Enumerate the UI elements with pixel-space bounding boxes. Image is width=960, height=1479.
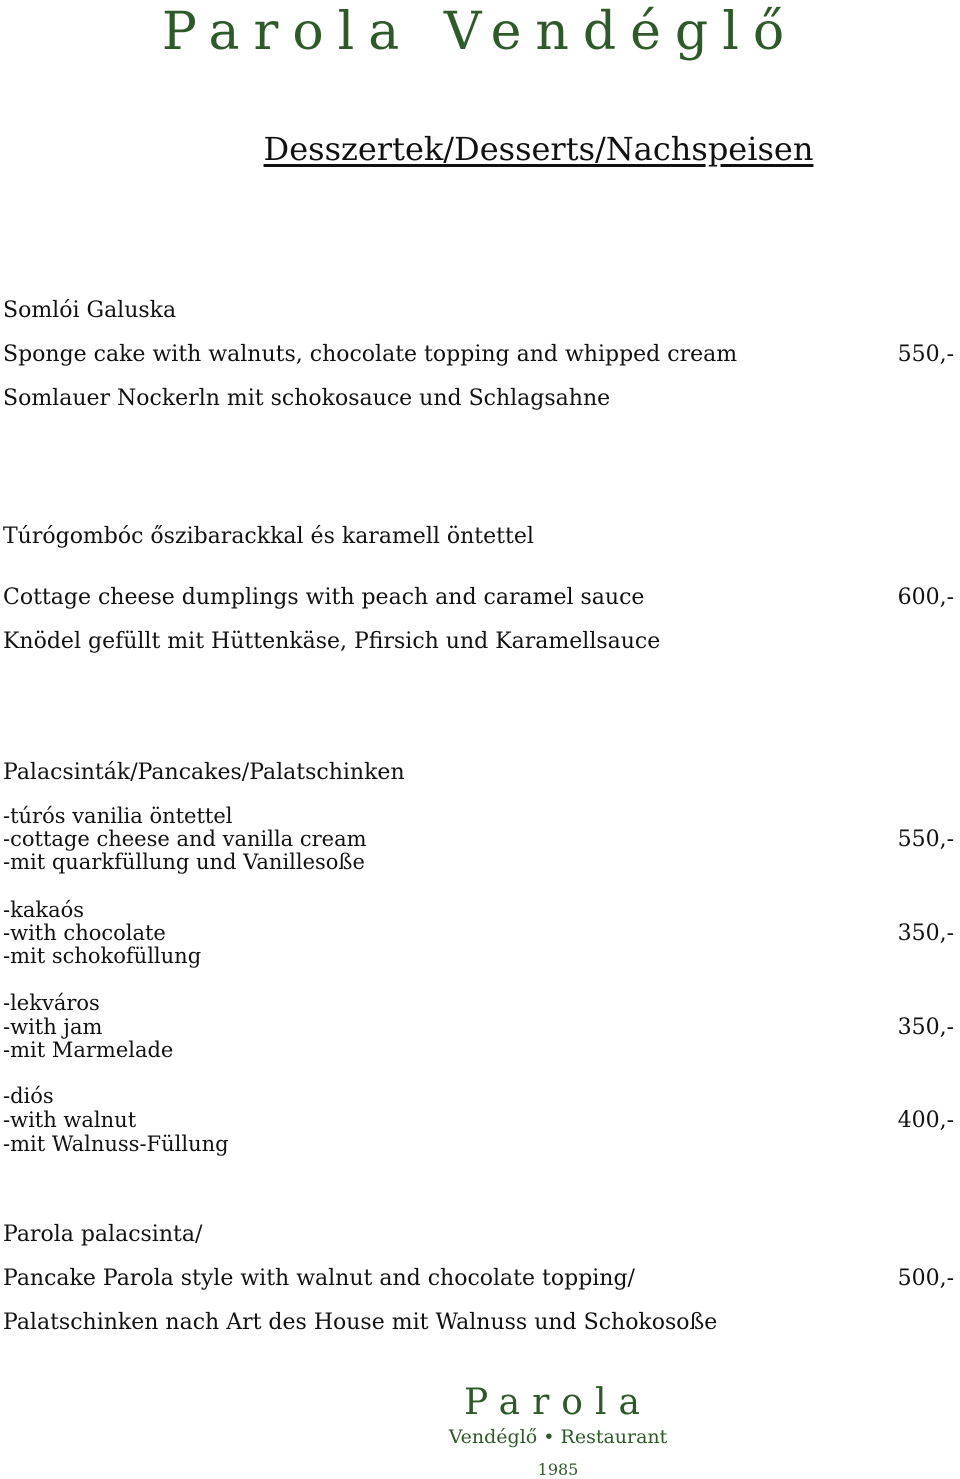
menu-item-turogomboc-hu: Túrógombóc őszibarackkal és karamell öntettel: [3, 524, 534, 549]
pancake-kakaos-en: -with chocolate: [3, 921, 166, 945]
pancake-kakaos-de: -mit schokofüllung: [3, 944, 202, 968]
menu-item-parola-price: 500,-: [897, 1266, 954, 1291]
pancakes-heading: Palacsinták/Pancakes/Palatschinken: [3, 760, 405, 785]
pancake-lekvaros-hu: -lekváros: [3, 991, 100, 1015]
pancake-dios-de: -mit Walnuss-Füllung: [3, 1132, 229, 1156]
menu-item-turogomboc-en: Cottage cheese dumplings with peach and caramel sauce: [3, 585, 645, 610]
menu-item-somloi-de: Somlauer Nockerln mit schokosauce und Schlagsahne: [3, 386, 611, 411]
pancake-turos-en: -cottage cheese and vanilla cream: [3, 827, 367, 851]
section-heading: Desszertek/Desserts/Nachspeisen: [263, 130, 814, 168]
pancake-lekvaros-en: -with jam: [3, 1015, 103, 1039]
menu-item-somloi-price: 550,-: [897, 342, 954, 367]
logo-year: 1985: [537, 1460, 579, 1479]
pancake-dios-hu: -diós: [3, 1084, 54, 1108]
pancake-dios-price: 400,-: [897, 1108, 954, 1133]
logo-subtitle: Vendéglő • Restaurant: [448, 1426, 668, 1448]
pancake-turos-de: -mit quarkfüllung und Vanillesoße: [3, 850, 365, 874]
pancake-dios-en: -with walnut: [3, 1108, 137, 1132]
menu-item-parola-en: Pancake Parola style with walnut and chocolate topping/: [3, 1266, 635, 1291]
pancake-turos-hu: -túrós vanilia öntettel: [3, 804, 233, 828]
restaurant-title: Parola Vendéglő: [161, 2, 799, 62]
pancake-lekvaros-de: -mit Marmelade: [3, 1038, 174, 1062]
pancake-lekvaros-price: 350,-: [897, 1015, 954, 1040]
menu-item-parola-hu: Parola palacsinta/: [3, 1222, 203, 1247]
menu-item-turogomboc-price: 600,-: [897, 585, 954, 610]
pancake-turos-price: 550,-: [897, 827, 954, 852]
pancake-kakaos-price: 350,-: [897, 921, 954, 946]
menu-item-turogomboc-de: Knödel gefüllt mit Hüttenkäse, Pfirsich und Karamellsauce: [3, 629, 661, 654]
menu-item-somloi-hu: Somlói Galuska: [3, 298, 177, 323]
menu-item-parola-de: Palatschinken nach Art des House mit Walnuss und Schokosoße: [3, 1310, 718, 1335]
logo-name: Parola: [464, 1382, 652, 1423]
menu-item-somloi-en: Sponge cake with walnuts, chocolate topping and whipped cream: [3, 342, 738, 367]
pancake-kakaos-hu: -kakaós: [3, 898, 85, 922]
